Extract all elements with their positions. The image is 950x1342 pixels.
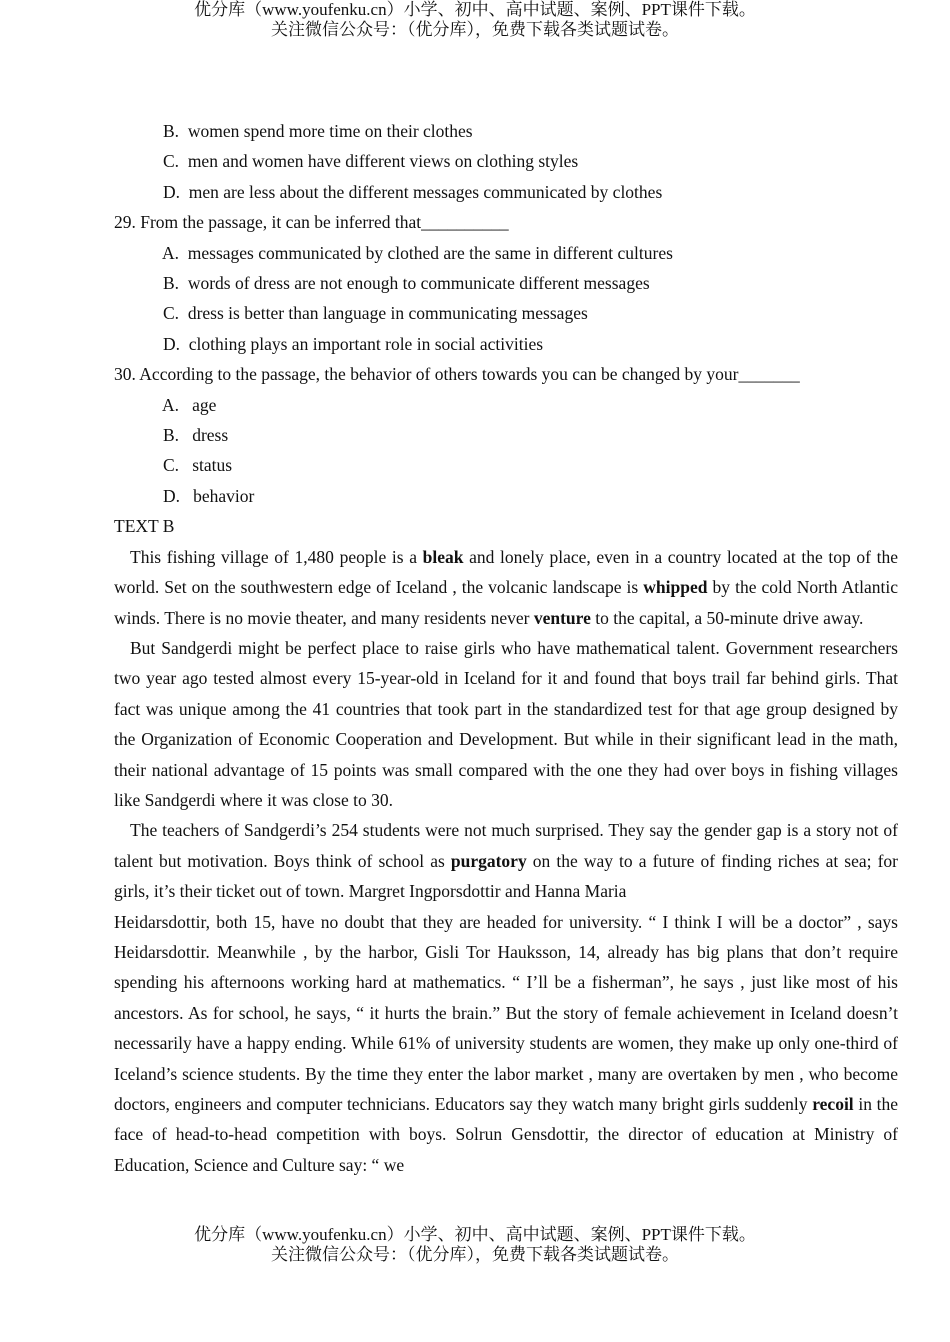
page-footer bbox=[0, 1225, 950, 1265]
text-run: by the cold North Atlantic winds. There is no movie theater, and many residents never bbox=[114, 577, 898, 628]
option-letter: D. bbox=[163, 333, 181, 354]
option-text: age bbox=[192, 394, 217, 415]
option-letter: B. bbox=[163, 425, 180, 446]
q29-option-b bbox=[114, 268, 898, 298]
bold-word-venture: venture bbox=[533, 607, 591, 628]
bold-word-recoil: recoil bbox=[812, 1094, 854, 1114]
option-text: men and women have different views on clothing styles bbox=[187, 151, 579, 172]
bold-word-bleak: bleak bbox=[422, 546, 464, 567]
text-run: and lonely place, even in a country located at the top of the world. Set on the southwestern edge of Iceland , the volcanic landscape is bbox=[114, 546, 898, 598]
q29-option-d bbox=[114, 329, 898, 359]
option-text: dress bbox=[192, 425, 229, 446]
text-b-paragraph-1 bbox=[114, 542, 898, 633]
text-run: Heidarsdottir, both 15, have no doubt that they are headed for university. “ I think I will be a doctor” , says Heidarsdottir. Meanwhile , by the harbor, Gisli Tor Hauksson, 14, already has big plans that don’t require spending his afternoons working hard at mathematics. “ I’ll be a fisherman”, he says , just like most of his ancestors. As for school, he says, “ it hurts the brain.” But the story of female achievement in Iceland doesn’t necessarily have a happy ending. While 61% of university students are women, they make up only one-third of Iceland’s science students. By the time they enter the labor market , many are overtaken by men , who become doctors, engineers and computer technicians. Educators say they watch many bright girls suddenly bbox=[114, 911, 898, 1114]
bold-word-purgatory: purgatory bbox=[450, 850, 527, 871]
text-b-title: TEXT B bbox=[114, 516, 175, 537]
q30-stem: 30. According to the passage, the behavior of others towards you can be changed by your_______ bbox=[114, 364, 800, 385]
option-text: dress is better than language in communicating messages bbox=[187, 303, 588, 324]
option-text: status bbox=[192, 455, 233, 476]
option-letter: B. bbox=[163, 121, 180, 141]
option-letter: C. bbox=[163, 151, 180, 172]
footer-line-1: 优分库（www.youfenku.cn）小学、初中、高中试题、案例、PPT课件下载。 bbox=[194, 1225, 756, 1244]
option-text: words of dress are not enough to communicate different messages bbox=[187, 273, 650, 294]
q30-option-a bbox=[114, 390, 898, 420]
document-body bbox=[114, 116, 898, 1180]
option-letter: A. bbox=[162, 242, 180, 263]
option-text: women spend more time on their clothes bbox=[187, 121, 473, 141]
footer-line-2: 关注微信公众号：（优分库），免费下载各类试题试卷。 bbox=[271, 1245, 679, 1264]
option-letter: D. bbox=[163, 181, 181, 202]
q29-stem: 29. From the passage, it can be inferred that__________ bbox=[114, 212, 509, 233]
text-run: The teachers of Sandgerdi’s 254 students were not much surprised. They say the gender gap is a story not of talent but motivation. Boys think of school as bbox=[114, 820, 898, 871]
q28-option-c bbox=[114, 146, 898, 176]
text-run: on the way to a future of finding riches at sea; for girls, it’s their ticket out of town. Margret Ingporsdottir and Hanna Maria bbox=[114, 850, 898, 902]
text-run: This fishing village of 1,480 people is a bbox=[130, 546, 423, 567]
text-b-paragraph-3-continued bbox=[114, 907, 898, 1181]
header-line-1: 优分库（www.youfenku.cn）小学、初中、高中试题、案例、PPT课件下载。 bbox=[194, 0, 756, 19]
option-letter: B. bbox=[163, 273, 180, 294]
q30-option-c bbox=[114, 450, 898, 480]
q30-option-b bbox=[114, 420, 898, 450]
text-b-paragraph-2: But Sandgerdi might be perfect place to raise girls who have mathematical talent. Government researchers two year ago tested almost every 15-year-old in Iceland for it and found that boys trail far behind girls. That fact was unique among the 41 countries that took part in the standardized test for that age group designed by the Organization of Economic Cooperation and Development. But while in their significant lead in the math, their national advantage of 15 points was small compared with the one they had over boys in fishing villages like Sandgerdi where it was close to 30. bbox=[114, 637, 898, 810]
bold-word-whipped: whipped bbox=[643, 577, 708, 598]
option-text: behavior bbox=[193, 485, 255, 506]
q29-option-a bbox=[114, 238, 898, 268]
text-run: in the face of head-to-head competition with boys. Solrun Gensdottir, the director of education at Ministry of Education, Science and Culture say: “ we bbox=[114, 1094, 898, 1175]
q28-option-d bbox=[114, 177, 898, 207]
header-line-2: 关注微信公众号：（优分库），免费下载各类试题试卷。 bbox=[271, 20, 679, 39]
option-text: clothing plays an important role in social activities bbox=[188, 333, 544, 354]
option-letter: C. bbox=[163, 455, 180, 476]
q29-option-c bbox=[114, 298, 898, 328]
option-text: men are less about the different messages communicated by clothes bbox=[188, 181, 663, 202]
option-letter: D. bbox=[163, 485, 181, 506]
text-b-paragraph-3 bbox=[114, 815, 898, 906]
option-letter: C. bbox=[163, 303, 180, 324]
q28-option-b bbox=[114, 116, 898, 146]
option-letter: A. bbox=[162, 394, 180, 415]
page-header bbox=[0, 0, 950, 40]
option-text: messages communicated by clothed are the same in different cultures bbox=[187, 242, 673, 263]
text-run: to the capital, a 50-minute drive away. bbox=[590, 607, 864, 628]
q30-option-d bbox=[114, 481, 898, 511]
